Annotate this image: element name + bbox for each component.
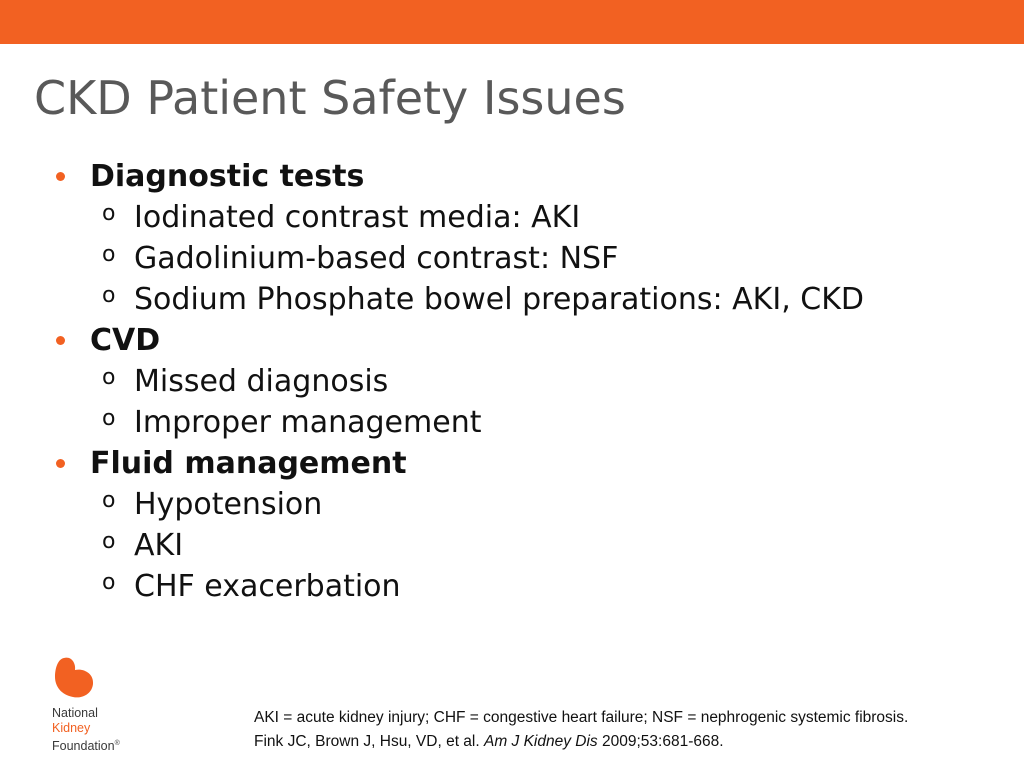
- circle-bullet-icon: o: [102, 529, 116, 554]
- sub-item-label: CHF exacerbation: [134, 569, 401, 604]
- top-accent-bar: [0, 0, 1024, 44]
- sub-item: [52, 238, 1012, 279]
- sub-list: [52, 484, 1012, 607]
- circle-bullet-icon: o: [102, 365, 116, 390]
- sub-item-label: Hypotension: [134, 487, 323, 522]
- sub-item: [52, 525, 1012, 566]
- kidney-logo-icon: [52, 656, 96, 700]
- sub-item-label: Gadolinium-based contrast: NSF: [134, 241, 619, 276]
- bullet-item: [52, 320, 1012, 443]
- sub-list: [52, 361, 1012, 443]
- sub-item-label: Missed diagnosis: [134, 364, 389, 399]
- bullet-dot-icon: [56, 172, 65, 181]
- sub-item: [52, 402, 1012, 443]
- circle-bullet-icon: o: [102, 406, 116, 431]
- bullet-item: [52, 156, 1012, 320]
- bullet-item: [52, 443, 1012, 607]
- nkf-logo: [52, 656, 142, 756]
- footnote: [254, 706, 1016, 754]
- abbreviations-note: AKI = acute kidney injury; CHF = congestive heart failure; NSF = nephrogenic systemic fibrosis.: [254, 709, 909, 726]
- citation-authors: Fink JC, Brown J, Hsu, VD, et al.: [254, 733, 484, 750]
- sub-item: [52, 566, 1012, 607]
- sub-item-label: AKI: [134, 528, 184, 563]
- citation-journal: Am J Kidney Dis: [483, 733, 598, 750]
- slide-title: CKD Patient Safety Issues: [34, 71, 626, 125]
- bullet-dot-icon: [56, 336, 65, 345]
- bullet-dot-icon: [56, 459, 65, 468]
- circle-bullet-icon: o: [102, 283, 116, 308]
- circle-bullet-icon: o: [102, 488, 116, 513]
- citation: [254, 730, 1016, 754]
- circle-bullet-icon: o: [102, 201, 116, 226]
- bullet-label: Fluid management: [90, 446, 407, 481]
- sub-item-label: Iodinated contrast media: AKI: [134, 200, 581, 235]
- citation-details: 2009;53:681-668.: [597, 733, 724, 750]
- sub-list: [52, 197, 1012, 320]
- logo-text-foundation: Foundation: [52, 739, 115, 754]
- sub-item: [52, 197, 1012, 238]
- sub-item: [52, 484, 1012, 525]
- circle-bullet-icon: o: [102, 570, 116, 595]
- logo-text-national: National: [52, 706, 98, 720]
- sub-item: [52, 279, 1012, 320]
- sub-item-label: Improper management: [134, 405, 482, 440]
- circle-bullet-icon: o: [102, 242, 116, 267]
- bullet-label: CVD: [90, 323, 161, 358]
- logo-text-kidney: Kidney: [52, 721, 91, 735]
- sub-item-label: Sodium Phosphate bowel preparations: AKI, CKD: [134, 282, 864, 317]
- bullet-list: [52, 156, 1012, 607]
- sub-item: [52, 361, 1012, 402]
- registered-mark: ®: [114, 740, 120, 747]
- bullet-label: Diagnostic tests: [90, 159, 365, 194]
